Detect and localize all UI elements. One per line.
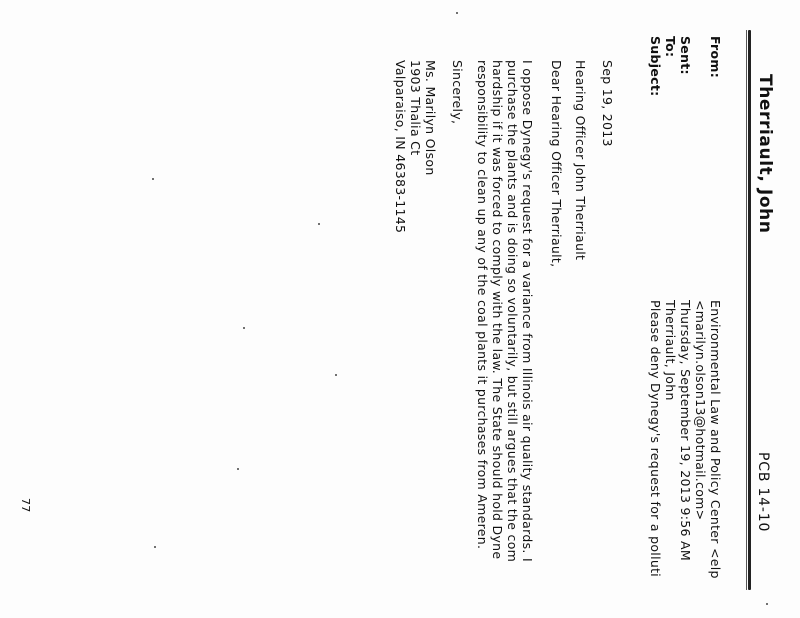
subject-label: Subject: [648, 36, 663, 97]
scan-speck [335, 374, 337, 376]
page-number: 77 [19, 498, 32, 513]
header-rule [748, 30, 751, 590]
subject-value: Please deny Dynegy's request for a polluti [648, 300, 663, 578]
salutation: Dear Hearing Officer Therriault, [549, 60, 564, 268]
recipient-line: Hearing Officer John Therriault [573, 60, 588, 261]
signature-city: Valparaiso, IN 46383-1145 [393, 60, 408, 234]
from-label: From: [708, 36, 723, 79]
signature-name: Ms. Marilyn Olson [423, 60, 438, 176]
body-line: responsibility to clean up any of the coal plants it purchases from Ameren. [475, 60, 490, 550]
from-email: <marilyn.olson13@hotmail.com> [693, 300, 708, 521]
sent-label: Sent: [678, 36, 693, 75]
scan-speck [456, 12, 458, 14]
scan-speck [243, 327, 245, 329]
scan-speck [154, 546, 156, 548]
from-value: Environmental Law and Policy Center <elp [708, 300, 723, 579]
letter-date: Sep 19, 2013 [600, 60, 615, 147]
to-value: Therriault, John [663, 300, 678, 401]
header-rule-thin [746, 30, 747, 590]
signature-street: 1903 Thalia Ct [408, 60, 423, 156]
to-label: To: [663, 36, 678, 58]
body-line: purchase the plants and is doing so voluntarily, but still argues that the com [505, 60, 520, 563]
scan-speck [766, 603, 768, 605]
scan-speck [318, 223, 320, 225]
scan-speck [152, 178, 154, 180]
closing: Sincerely, [450, 60, 465, 125]
case-number: PCB 14-10 [755, 452, 771, 533]
scan-speck [237, 468, 239, 470]
body-line: hardship if it was forced to comply with the law. The State should hold Dyne [490, 60, 505, 560]
sent-value: Thursday, September 19, 2013 9:56 AM [678, 300, 693, 561]
author-name-heading: Therriault, John [755, 74, 775, 234]
body-line: I oppose Dynegy's request for a variance from Illinois air quality standards. I [520, 60, 535, 562]
